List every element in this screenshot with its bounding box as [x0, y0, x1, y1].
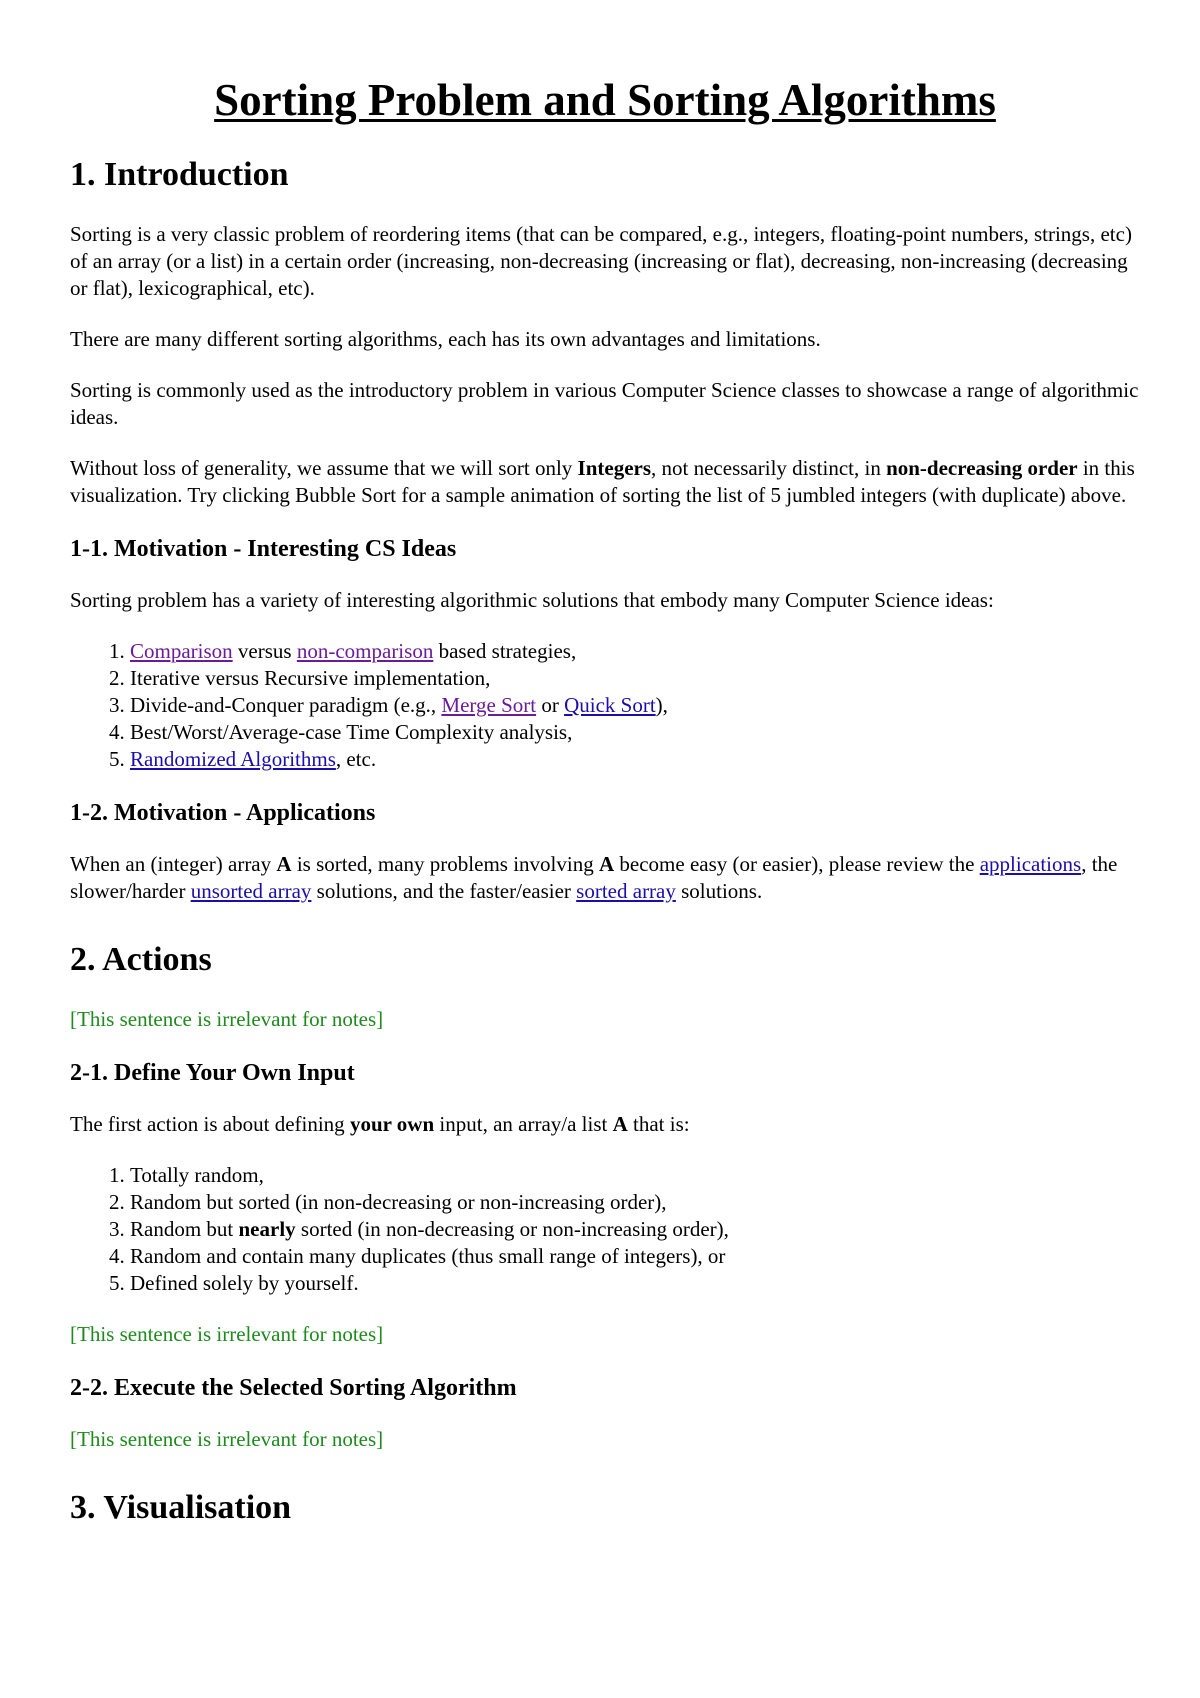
non-comparison-link[interactable]: non-comparison: [296, 639, 434, 663]
applications-link[interactable]: applications: [979, 852, 1082, 876]
input-types-list: [70, 1162, 1140, 1297]
text: solutions.: [675, 879, 763, 903]
execute-heading: 2-2. Execute the Selected Sorting Algorithm: [70, 1375, 517, 1401]
text: The first action is about defining: [70, 1112, 350, 1136]
text: become easy (or easier), please review the: [614, 852, 980, 876]
text: ),: [655, 693, 668, 717]
comparison-link[interactable]: Comparison: [130, 639, 233, 663]
intro-paragraph-3: Sorting is commonly used as the introductory problem in various Computer Science classes to showcase a range of algorithmic ideas.: [70, 378, 1139, 429]
list-item: [130, 1216, 1140, 1243]
list-item: [130, 746, 1140, 773]
text: , etc.: [335, 747, 377, 771]
unsorted-array-link[interactable]: unsorted array: [190, 879, 312, 903]
text: Without loss of generality, we assume that we will sort only: [70, 456, 578, 480]
actions-heading: 2. Actions: [70, 941, 212, 978]
intro-paragraph-1: Sorting is a very classic problem of reordering items (that can be compared, e.g., integers, floating-point numbers, strings, etc) of an array (or a list) in a certain order (increasing, non-decreasing (increasing or flat), decreasing, non-increasing (decreasing or flat), lexicographical, etc).: [70, 222, 1132, 300]
text: When an (integer) array: [70, 852, 277, 876]
page-title: Sorting Problem and Sorting Algorithms: [214, 75, 996, 125]
irrelevant-note: [This sentence is irrelevant for notes]: [70, 1427, 384, 1451]
text: sorted (in non-decreasing or non-increasing order),: [295, 1217, 729, 1241]
text: , not necessarily distinct, in: [651, 456, 887, 480]
bold-a: A: [612, 1112, 628, 1136]
text: is sorted, many problems involving: [291, 852, 599, 876]
list-item: [130, 638, 1140, 665]
text: Divide-and-Conquer paradigm (e.g.,: [130, 693, 442, 717]
intro-heading: 1. Introduction: [70, 156, 289, 193]
intro-paragraph-4: [70, 455, 1140, 509]
define-input-heading: 2-1. Define Your Own Input: [70, 1060, 355, 1086]
text: solutions, and the faster/easier: [311, 879, 577, 903]
motivation-apps-heading: 1-2. Motivation - Applications: [70, 800, 376, 826]
list-item: 2. Random but sorted (in non-decreasing or non-increasing order),: [130, 1189, 1140, 1216]
irrelevant-note: [This sentence is irrelevant for notes]: [70, 1007, 384, 1031]
text: , the slower/harder: [70, 852, 1118, 903]
text: or: [536, 693, 565, 717]
bold-a: A: [276, 852, 292, 876]
irrelevant-note: [This sentence is irrelevant for notes]: [70, 1322, 384, 1346]
bold-your-own: your own: [349, 1112, 435, 1136]
list-item: 5. Defined solely by yourself.: [130, 1270, 1140, 1297]
bold-non-decreasing-order: non-decreasing order: [886, 456, 1078, 480]
list-item: 4. Random and contain many duplicates (thus small range of integers), or: [130, 1243, 1140, 1270]
visualisation-heading: 3. Visualisation: [70, 1489, 292, 1526]
text: versus: [232, 639, 297, 663]
text: that is:: [627, 1112, 690, 1136]
section-introduction: [70, 154, 1140, 905]
motivation-apps-paragraph: [70, 851, 1140, 905]
bold-nearly: nearly: [238, 1217, 296, 1241]
text: based strategies,: [433, 639, 577, 663]
ideas-list: [70, 638, 1140, 773]
section-actions: [70, 939, 1140, 1453]
list-item: 1. Totally random,: [130, 1162, 1140, 1189]
merge-sort-link[interactable]: Merge Sort: [441, 693, 537, 717]
randomized-algorithms-link[interactable]: Randomized Algorithms: [130, 747, 336, 771]
motivation-ideas-heading: 1-1. Motivation - Interesting CS Ideas: [70, 536, 457, 562]
text: Random but: [130, 1217, 239, 1241]
sorted-array-link[interactable]: sorted array: [576, 879, 676, 903]
section-visualisation: [70, 1487, 1140, 1529]
list-item: 2. Iterative versus Recursive implementation,: [130, 665, 1140, 692]
list-item: [130, 692, 1140, 719]
intro-paragraph-2: There are many different sorting algorithms, each has its own advantages and limitations.: [70, 327, 821, 351]
bold-integers: Integers: [577, 456, 652, 480]
list-item: 4. Best/Worst/Average-case Time Complexity analysis,: [130, 719, 1140, 746]
text: input, an array/a list: [434, 1112, 613, 1136]
text: in this visualization. Try clicking Bubble Sort for a sample animation of sorting the list of 5 jumbled integers (with duplicate) above.: [70, 456, 1135, 507]
motivation-ideas-intro: Sorting problem has a variety of interesting algorithmic solutions that embody many Computer Science ideas:: [70, 588, 994, 612]
define-input-paragraph: [70, 1111, 1140, 1138]
quick-sort-link[interactable]: Quick Sort: [564, 693, 656, 717]
bold-a: A: [598, 852, 615, 876]
